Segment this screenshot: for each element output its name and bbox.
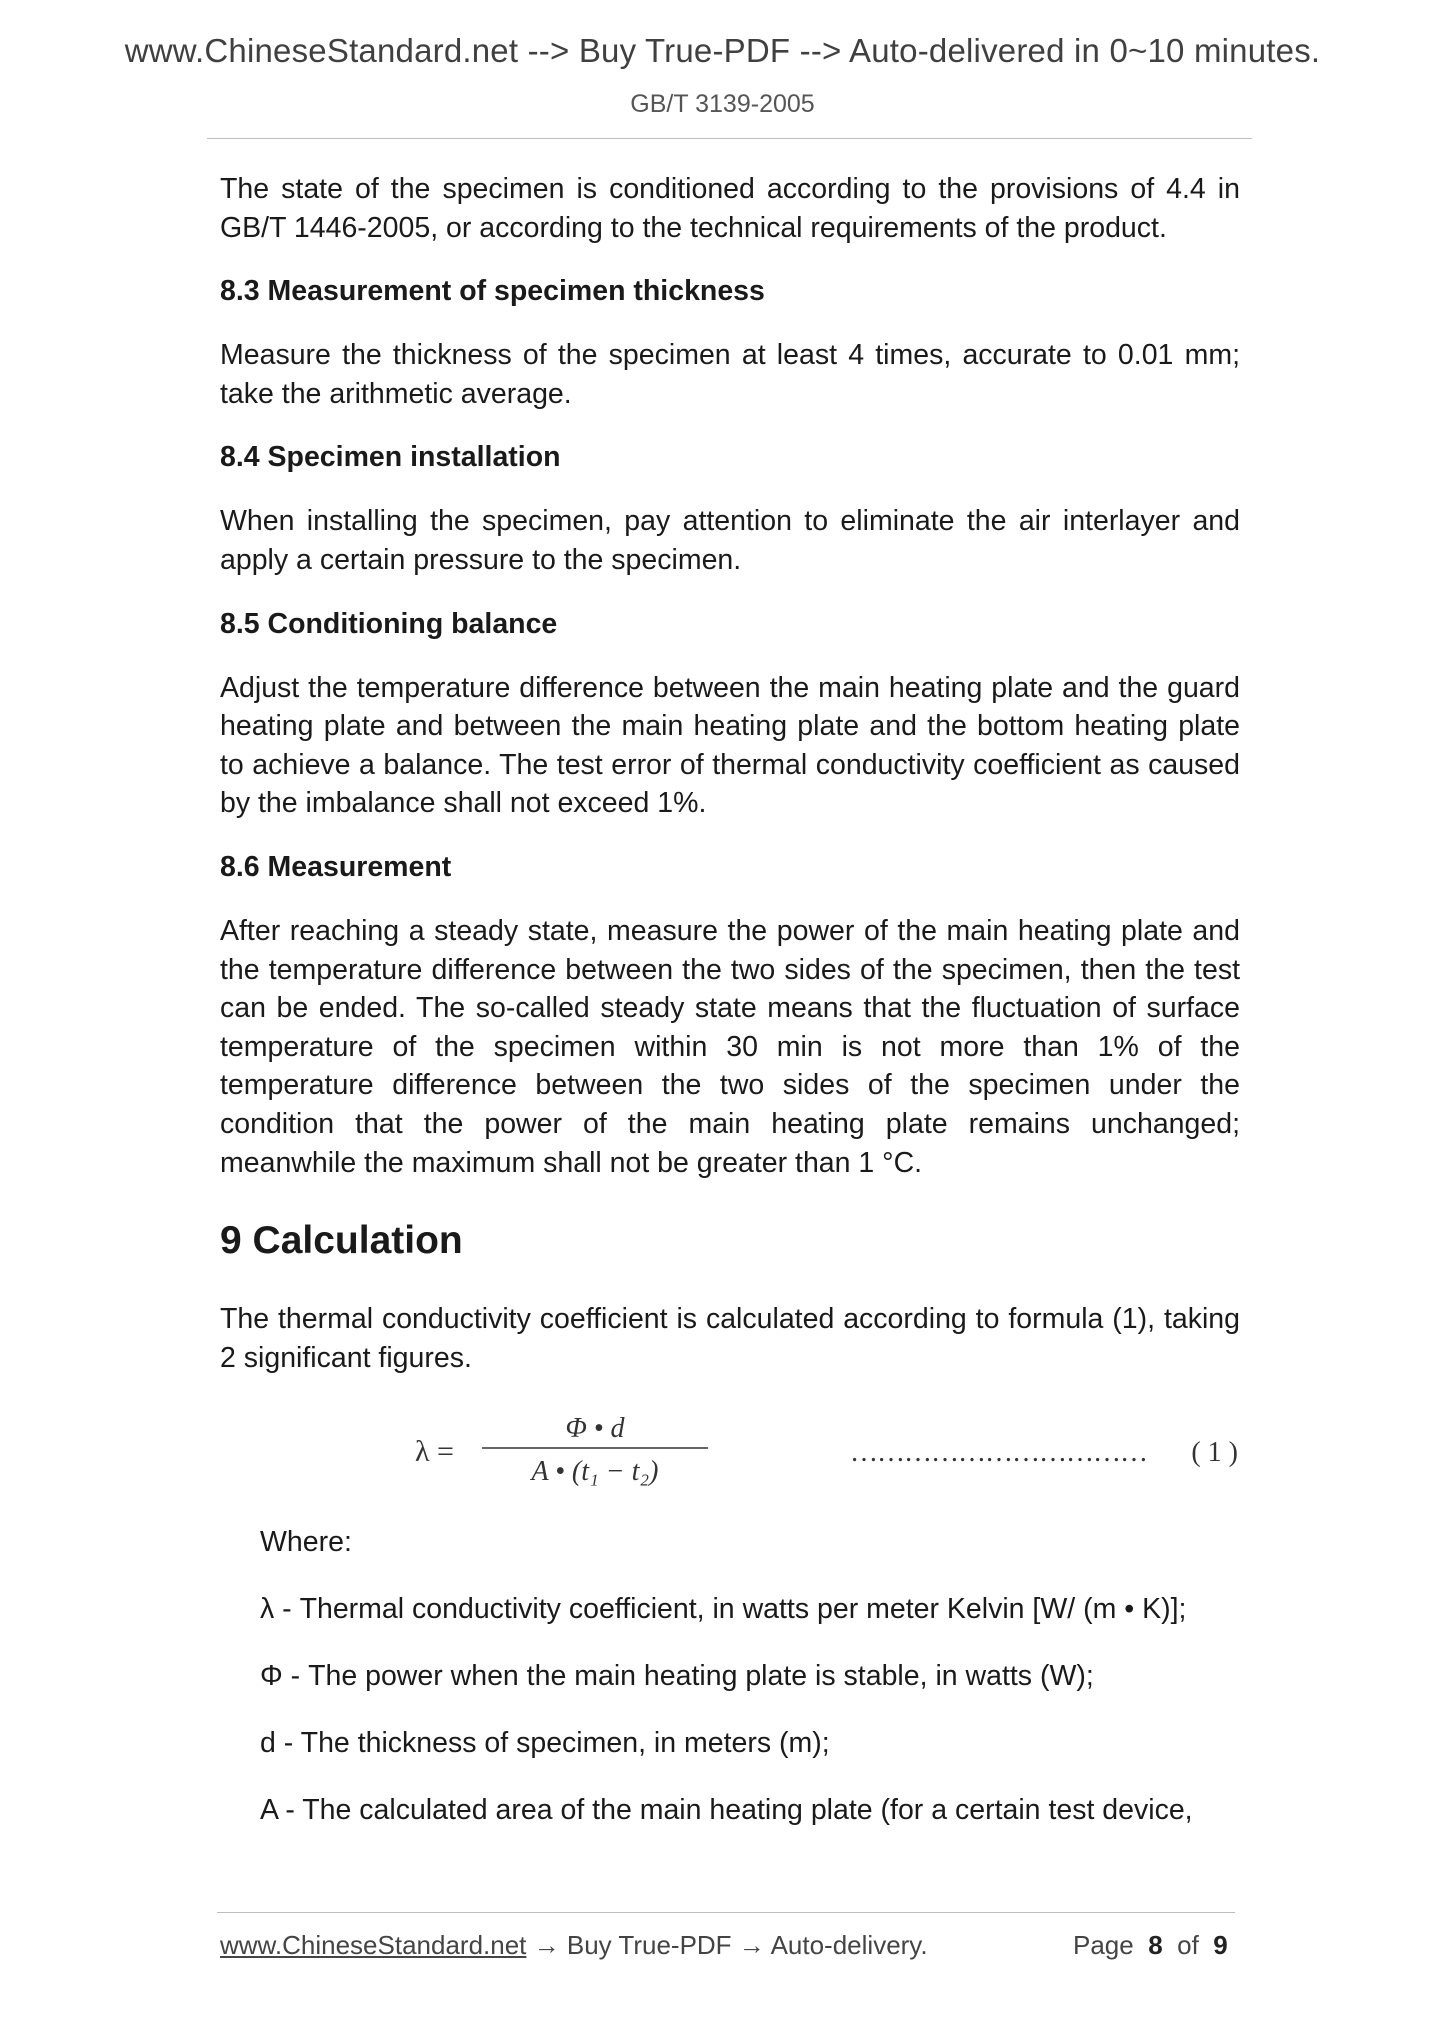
section-9-heading: 9 Calculation (220, 1219, 463, 1263)
section-8-4-heading: 8.4 Specimen installation (220, 441, 561, 474)
definition-lambda: λ - Thermal conductivity coefficient, in watts per meter Kelvin [W/ (m • K)]; (260, 1593, 1187, 1626)
formula-lhs: λ = (415, 1435, 454, 1469)
definition-a: A - The calculated area of the main heating plate (for a certain test device, (260, 1794, 1193, 1827)
section-8-6-text: After reaching a steady state, measure the power of the main heating plate and the temperature difference between the two sides of the specimen, then the test can be ended. The so-called steady state means that the fluctuation of surface temperature of the specimen within 30 min is not more than 1% of the temperature difference between the two sides of the specimen under the condition that the power of the main heating plate remains unchanged; meanwhile the maximum shall not be greater than 1 °C. (220, 914, 1240, 1179)
section-8-4-text: When installing the specimen, pay attention to eliminate the air interlayer and apply a certain pressure to the specimen. (220, 505, 1240, 576)
standard-code: GB/T 3139-2005 (630, 90, 815, 118)
page-label: Page (1073, 1930, 1134, 1960)
footer-divider (217, 1912, 1235, 1913)
formula-numerator: Φ • d (565, 1413, 625, 1445)
formula-1 (220, 1403, 1240, 1493)
definition-d: d - The thickness of specimen, in meters (m); (260, 1727, 830, 1760)
section-8-6-heading: 8.6 Measurement (220, 850, 452, 883)
section-8-5-text: Adjust the temperature difference between the main heating plate and the guard heating plate and between the main heating plate and the bottom heating plate to achieve a balance. The test error of thermal conductivity coefficient as caused by the imbalance shall not exceed 1%. (220, 671, 1240, 820)
section-8-3-text: Measure the thickness of the specimen at least 4 times, accurate to 0.01 mm; take the arithmetic average. (220, 339, 1240, 410)
page-indicator (1073, 1930, 1228, 1961)
page-body (220, 170, 1240, 1829)
where-block (220, 1523, 1240, 1829)
where-label: Where: (260, 1526, 352, 1559)
footer-suffix: → Buy True-PDF → Auto-delivery. (526, 1930, 928, 1960)
header-divider (207, 138, 1252, 139)
formula-graphic (220, 1403, 1240, 1493)
formula-number: ( 1 ) (1191, 1437, 1238, 1469)
definition-phi: Φ - The power when the main heating plate is stable, in watts (W); (260, 1660, 1094, 1693)
section-8-5-heading: 8.5 Conditioning balance (220, 607, 558, 640)
top-banner: www.ChineseStandard.net --> Buy True-PDF --> Auto-delivered in 0~10 minutes. (124, 32, 1321, 69)
page-total: 9 (1213, 1930, 1228, 1960)
footer-site-link[interactable]: www.ChineseStandard.net (220, 1930, 527, 1960)
section-9-text: The thermal conductivity coefficient is calculated according to formula (1), taking 2 significant figures. (220, 1303, 1240, 1374)
page-current: 8 (1148, 1930, 1163, 1960)
footer-left (220, 1930, 928, 1961)
intro-paragraph: The state of the specimen is conditioned according to the provisions of 4.4 in GB/T 1446-2005, or according to the technical requirements of the product. (220, 173, 1240, 244)
formula-leader-dots: …………………………… (850, 1437, 1147, 1469)
page-of: of (1177, 1930, 1199, 1960)
section-8-3-heading: 8.3 Measurement of specimen thickness (220, 275, 765, 308)
formula-denominator: A • (t₁ − t₂) (531, 1456, 659, 1488)
